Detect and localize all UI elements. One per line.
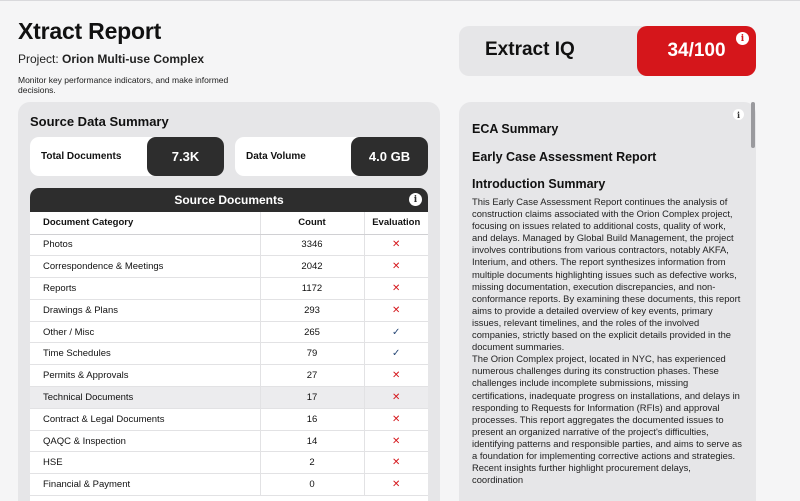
eca-report-title: Early Case Assessment Report: [472, 150, 657, 164]
row-category: Time Schedules: [30, 343, 260, 365]
project-line: [18, 52, 278, 66]
row-category: Correspondence & Meetings: [30, 256, 260, 278]
row-count: 3346: [260, 234, 364, 256]
table-row[interactable]: [30, 234, 428, 256]
column-header-evaluation[interactable]: Evaluation: [364, 212, 428, 234]
cross-icon: ✕: [392, 261, 401, 273]
section-title: Source Data Summary: [30, 114, 169, 129]
eca-paragraph: The Orion Complex project, located in NYC, has experienced numerous challenges during its construction phases. These challenges include incomplete submissions, missing certifications, inadequate progress on installations, and delays in responding to Requests for Information (RFIs) and approval processes. This report aggregates the documented issues to present an organized narrative of the project's difficulties, identifying patterns and responsible parties, and aims to serve as a foundation for implementing corrective actions and strategies. Recent insights further highlight procurement delays, coordination: [472, 353, 742, 486]
table-row[interactable]: [30, 299, 428, 321]
row-category: Technical Documents: [30, 387, 260, 409]
info-icon[interactable]: i: [736, 32, 749, 45]
row-category: Permits & Approvals: [30, 365, 260, 387]
row-category: Financial & Payment: [30, 474, 260, 496]
column-header-count[interactable]: Count: [260, 212, 364, 234]
row-count: 2: [260, 452, 364, 474]
eca-scrollbar-thumb[interactable]: [751, 102, 755, 148]
row-count: 1172: [260, 278, 364, 300]
source-documents-table: [30, 212, 428, 496]
cross-icon: ✕: [392, 413, 401, 425]
cross-icon: ✕: [392, 435, 401, 447]
extract-iq-card: [459, 26, 756, 76]
eca-content: [472, 122, 742, 486]
row-category: Drawings & Plans: [30, 299, 260, 321]
row-category: Reports: [30, 278, 260, 300]
table-row[interactable]: [30, 278, 428, 300]
cross-icon: ✕: [392, 282, 401, 294]
page-subtitle: Monitor key performance indicators, and make informed decisions.: [18, 75, 229, 95]
eca-section-title: Introduction Summary: [472, 177, 606, 191]
column-header-category[interactable]: Document Category: [30, 212, 260, 234]
top-divider: [0, 0, 800, 1]
row-count: 265: [260, 321, 364, 343]
info-icon[interactable]: i: [733, 109, 744, 120]
row-count: 2042: [260, 256, 364, 278]
total-documents-value: 7.3K: [147, 137, 224, 176]
total-documents-label: Total Documents: [41, 151, 122, 162]
row-category: HSE: [30, 452, 260, 474]
checkmark-icon: ✓: [392, 326, 401, 338]
eca-summary-title: ECA Summary: [472, 122, 559, 136]
row-category: Other / Misc: [30, 321, 260, 343]
cross-icon: ✕: [392, 304, 401, 316]
table-row[interactable]: [30, 365, 428, 387]
report-header: [18, 18, 278, 95]
data-volume-value: 4.0 GB: [351, 137, 428, 176]
row-count: 17: [260, 387, 364, 409]
row-count: 27: [260, 365, 364, 387]
source-documents-title: Source Documents: [174, 193, 284, 207]
row-category: Contract & Legal Documents: [30, 408, 260, 430]
table-row[interactable]: [30, 452, 428, 474]
cross-icon: ✕: [392, 239, 401, 251]
row-category: QAQC & Inspection: [30, 430, 260, 452]
data-volume-label: Data Volume: [246, 151, 306, 162]
table-row[interactable]: [30, 387, 428, 409]
table-row[interactable]: [30, 321, 428, 343]
project-name: Orion Multi-use Complex: [62, 52, 205, 66]
eca-summary-panel[interactable]: [459, 102, 756, 501]
table-row[interactable]: [30, 256, 428, 278]
page-title: Xtract Report: [18, 18, 162, 44]
table-row[interactable]: [30, 343, 428, 365]
checkmark-icon: ✓: [392, 348, 401, 360]
eca-paragraph: This Early Case Assessment Report continues the analysis of construction claims associated with the Orion Complex project, focusing on issues related to additional costs, quality of work, and delays. Managed by Global Build Management, the project involves contributions from various contractors, notably AKFA, Interium, and others. The report synthesizes information from multiple documents highlighting issues such as defective works, missing documentation, execution discrepancies, and non-conformance reports. By examining these documents, this report aims to provide a detailed overview of key events, primary issues, relevant timelines, and the roles of the involved companies, strictly based on the explicit details provided in the document summaries.: [472, 196, 741, 353]
table-row[interactable]: [30, 474, 428, 496]
data-volume-card: [235, 137, 428, 176]
source-documents-header: [30, 188, 428, 212]
source-data-summary-panel: [18, 102, 440, 501]
row-count: 293: [260, 299, 364, 321]
table-row[interactable]: [30, 430, 428, 452]
extract-iq-label: Extract IQ: [485, 39, 575, 60]
row-count: 0: [260, 474, 364, 496]
table-row[interactable]: [30, 408, 428, 430]
extract-iq-score: [637, 26, 756, 76]
info-icon[interactable]: i: [409, 193, 422, 206]
total-documents-card: [30, 137, 224, 176]
source-documents-table-card: [30, 188, 428, 501]
row-category: Photos: [30, 234, 260, 256]
cross-icon: ✕: [392, 457, 401, 469]
cross-icon: ✕: [392, 479, 401, 491]
row-count: 16: [260, 408, 364, 430]
row-count: 14: [260, 430, 364, 452]
cross-icon: ✕: [392, 370, 401, 382]
project-label: Project:: [18, 52, 59, 66]
row-count: 79: [260, 343, 364, 365]
extract-iq-score-value: 34/100: [667, 40, 726, 61]
cross-icon: ✕: [392, 391, 401, 403]
table-header-row: [30, 212, 428, 234]
